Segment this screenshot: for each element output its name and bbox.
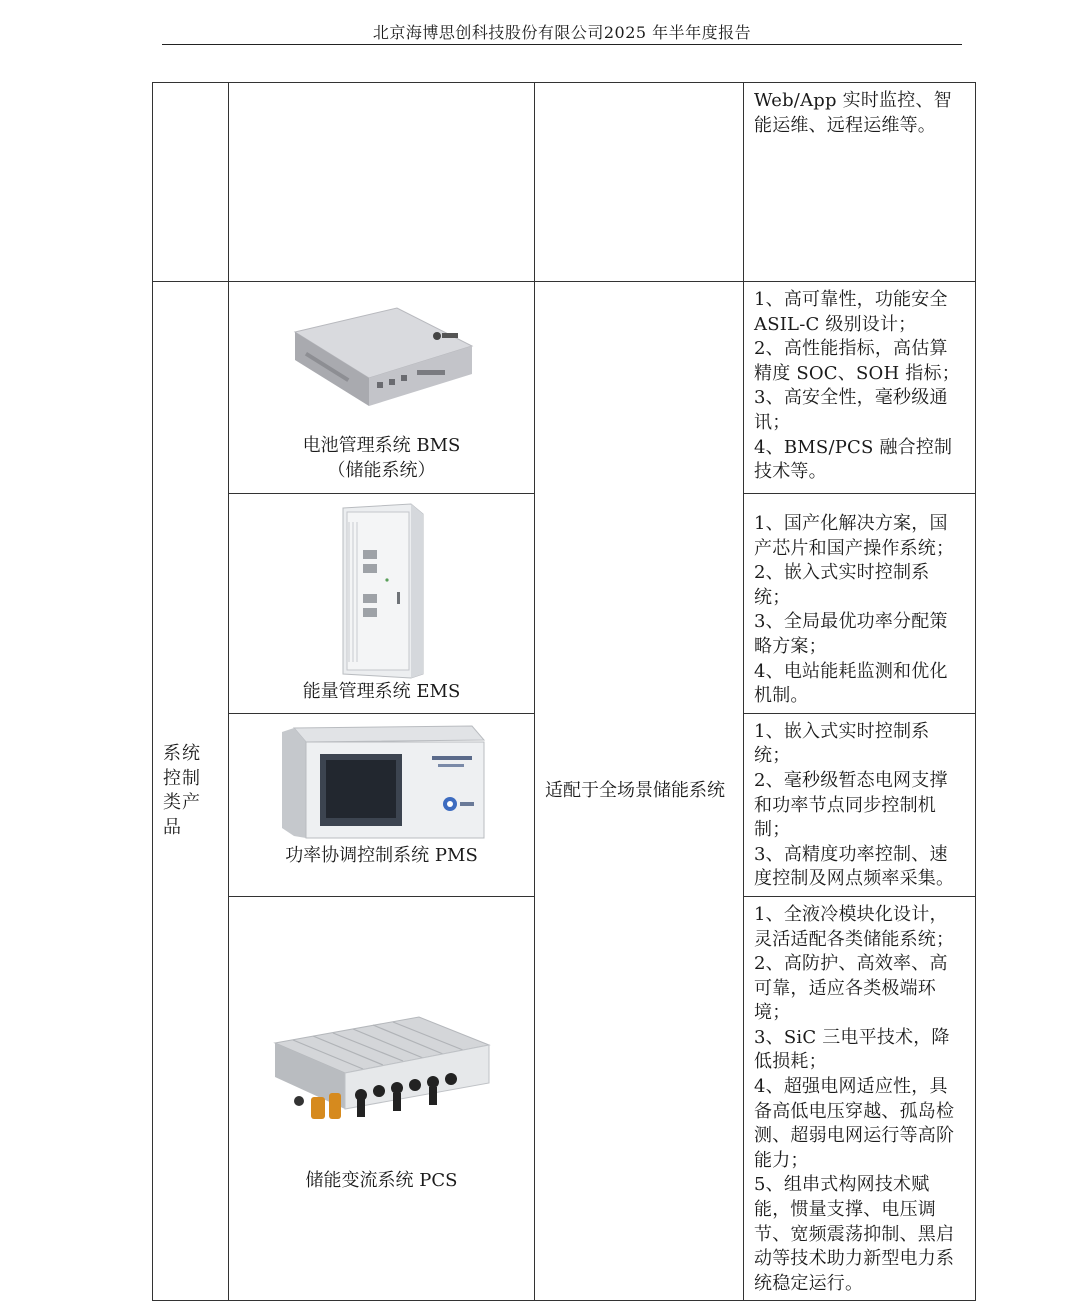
feature-item: 1、高可靠性，功能安全 ASIL-C 级别设计； <box>754 289 948 335</box>
table-row-continued <box>153 83 976 282</box>
pms-rack-icon <box>272 718 492 844</box>
product-name: 能量管理系统 EMS <box>302 681 461 702</box>
scenario-label: 适配于全场景储能系统 <box>545 779 725 801</box>
product-cell-bms <box>229 282 535 494</box>
product-cell-pcs <box>229 896 535 1301</box>
feature-item: 3、高精度功率控制、速度控制及网点频率采集。 <box>754 843 955 890</box>
feature-text: Web/App 实时监控、智能运维、远程运维等。 <box>754 90 952 136</box>
product-table <box>152 82 976 1301</box>
product-subname: （储能系统） <box>327 459 436 481</box>
feature-item: 1、国产化解决方案，国产芯片和国产操作系统； <box>754 513 955 559</box>
product-name: 储能变流系统 PCS <box>305 1169 458 1191</box>
features-cell <box>744 83 976 282</box>
scenario-cell <box>535 282 744 1301</box>
product-cell-ems <box>229 494 535 714</box>
empty-cell <box>535 83 744 282</box>
features-cell <box>744 494 976 714</box>
empty-cell <box>153 83 229 282</box>
product-name: 功率协调控制系统 PMS <box>285 844 478 866</box>
features-cell <box>744 713 976 896</box>
features-cell <box>744 896 976 1301</box>
feature-item: 4、电站能耗监测和优化机制。 <box>754 660 948 707</box>
feature-item: 5、组串式构网技术赋能，惯量支撑、电压调节、宽频震荡抑制、黑启动等技术助力新型电力系统稳定运行。 <box>754 1174 955 1294</box>
feature-item: 3、SiC 三电平技术，降低损耗； <box>754 1026 950 1073</box>
pcs-module-icon <box>269 1013 495 1163</box>
category-label: 系统控制类产品 <box>163 743 201 838</box>
feature-item: 3、全局最优功率分配策略方案； <box>754 611 948 657</box>
table-row <box>153 282 976 494</box>
feature-item: 4、BMS/PCS 融合控制技术等。 <box>754 436 953 483</box>
feature-item: 1、嵌入式实时控制系统； <box>754 720 930 767</box>
feature-item: 4、超强电网适应性，具备高低电压穿越、孤岛检测、超弱电网运行等高阶能力； <box>754 1076 955 1171</box>
feature-item: 1、全液冷模块化设计，灵活适配各类储能系统； <box>754 903 955 950</box>
ems-cabinet-icon <box>327 502 437 680</box>
feature-item: 2、毫秒级暂态电网支撑和功率节点同步控制机制； <box>754 769 948 841</box>
bms-box-icon <box>277 294 487 434</box>
page-header: 北京海博思创科技股份有限公司2025 年半年度报告 <box>372 23 752 42</box>
product-cell-pms <box>229 713 535 896</box>
empty-cell <box>229 83 535 282</box>
feature-item: 2、嵌入式实时控制系统； <box>754 562 930 608</box>
feature-item: 2、高防护、高效率、高可靠，适应各类极端环境； <box>754 953 948 1024</box>
category-cell <box>153 282 229 1301</box>
features-cell <box>744 282 976 494</box>
product-name: 电池管理系统 BMS <box>302 435 461 456</box>
header-divider <box>162 44 962 45</box>
feature-item: 2、高性能指标，高估算精度 SOC、SOH 指标； <box>754 338 960 384</box>
feature-item: 3、高安全性，毫秒级通讯； <box>754 387 948 433</box>
